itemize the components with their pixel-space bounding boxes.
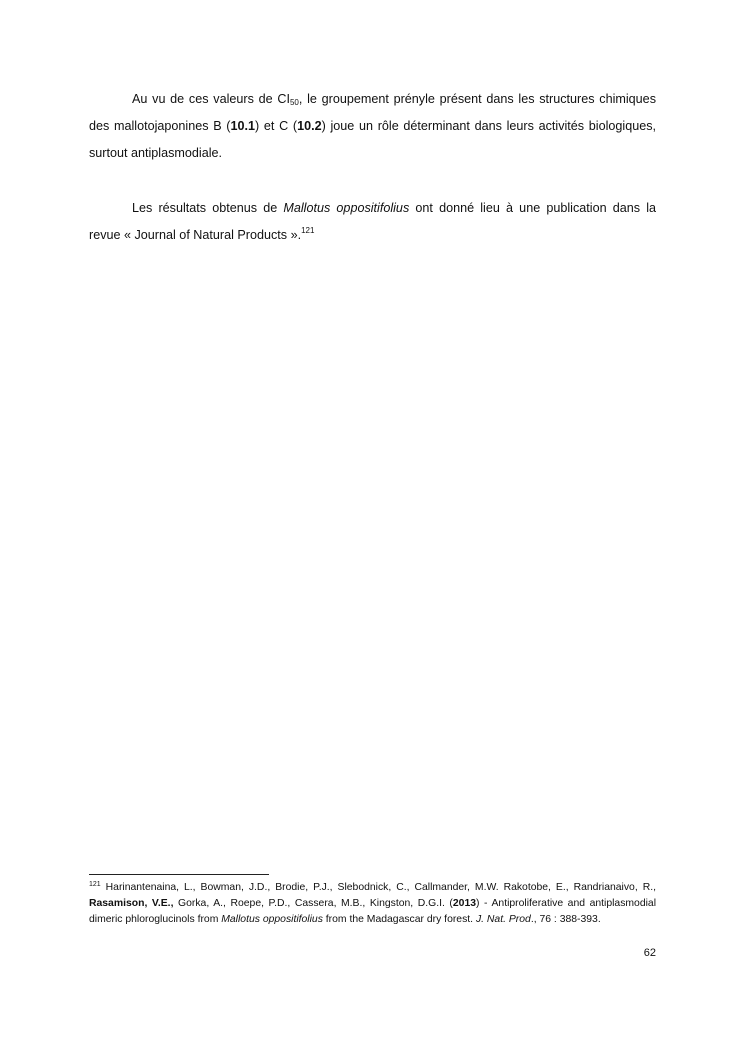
species-name: Mallotus oppositifolius bbox=[283, 201, 410, 215]
footnote-text-5: ., 76 : 388-393. bbox=[530, 914, 601, 925]
paragraph2-text-2: ont donné lieu à une publication dans la revue « Journal of Natural Products ». bbox=[89, 201, 657, 242]
footnote-author-bold: Rasamison, V.E., bbox=[89, 898, 174, 909]
paragraph1-text-1: Au vu de ces valeurs de CI bbox=[132, 92, 290, 106]
paragraph1-text-3: ) et C ( bbox=[255, 119, 298, 133]
paragraph-publication bbox=[89, 195, 656, 249]
footnote-separator bbox=[89, 874, 269, 875]
subscript-50: 50 bbox=[289, 98, 299, 107]
paragraph2-text-1: Les résultats obtenus de bbox=[132, 201, 284, 215]
compound-ref-10-1: 10.1 bbox=[230, 119, 256, 133]
paragraph1-text-2: , le groupement prényle présent dans les structures chimiques des mallotojaponines B ( bbox=[89, 92, 656, 133]
paragraph-ci50-discussion bbox=[89, 86, 656, 167]
footnote-text-3: ) - Antiproliferative and antiplasmodial dimeric phloroglucinols from bbox=[89, 898, 657, 925]
footnote-text-4: from the Madagascar dry forest. bbox=[322, 914, 476, 925]
footnote-species-name: Mallotus oppositifolius bbox=[221, 914, 323, 925]
footnote-121 bbox=[89, 880, 656, 928]
page-number: 62 bbox=[643, 947, 656, 959]
footnote-reference-121[interactable]: 121 bbox=[301, 226, 315, 235]
footnote-text-1: Harinantenaina, L., Bowman, J.D., Brodie, P.J., Slebodnick, C., Callmander, M.W. Rakotobe, E., Randrianaivo, R., bbox=[100, 882, 656, 893]
footnote-year: 2013 bbox=[452, 898, 477, 909]
compound-ref-10-2: 10.2 bbox=[297, 119, 322, 133]
footnote-journal-name: J. Nat. Prod bbox=[475, 914, 531, 925]
paragraph1-text-4: ) joue un rôle déterminant dans leurs activités biologiques, surtout antiplasmodiale. bbox=[89, 119, 656, 160]
footnote-mark: 121 bbox=[89, 881, 101, 888]
footnote-text-2: Gorka, A., Roepe, P.D., Cassera, M.B., Kingston, D.G.I. ( bbox=[173, 898, 453, 909]
